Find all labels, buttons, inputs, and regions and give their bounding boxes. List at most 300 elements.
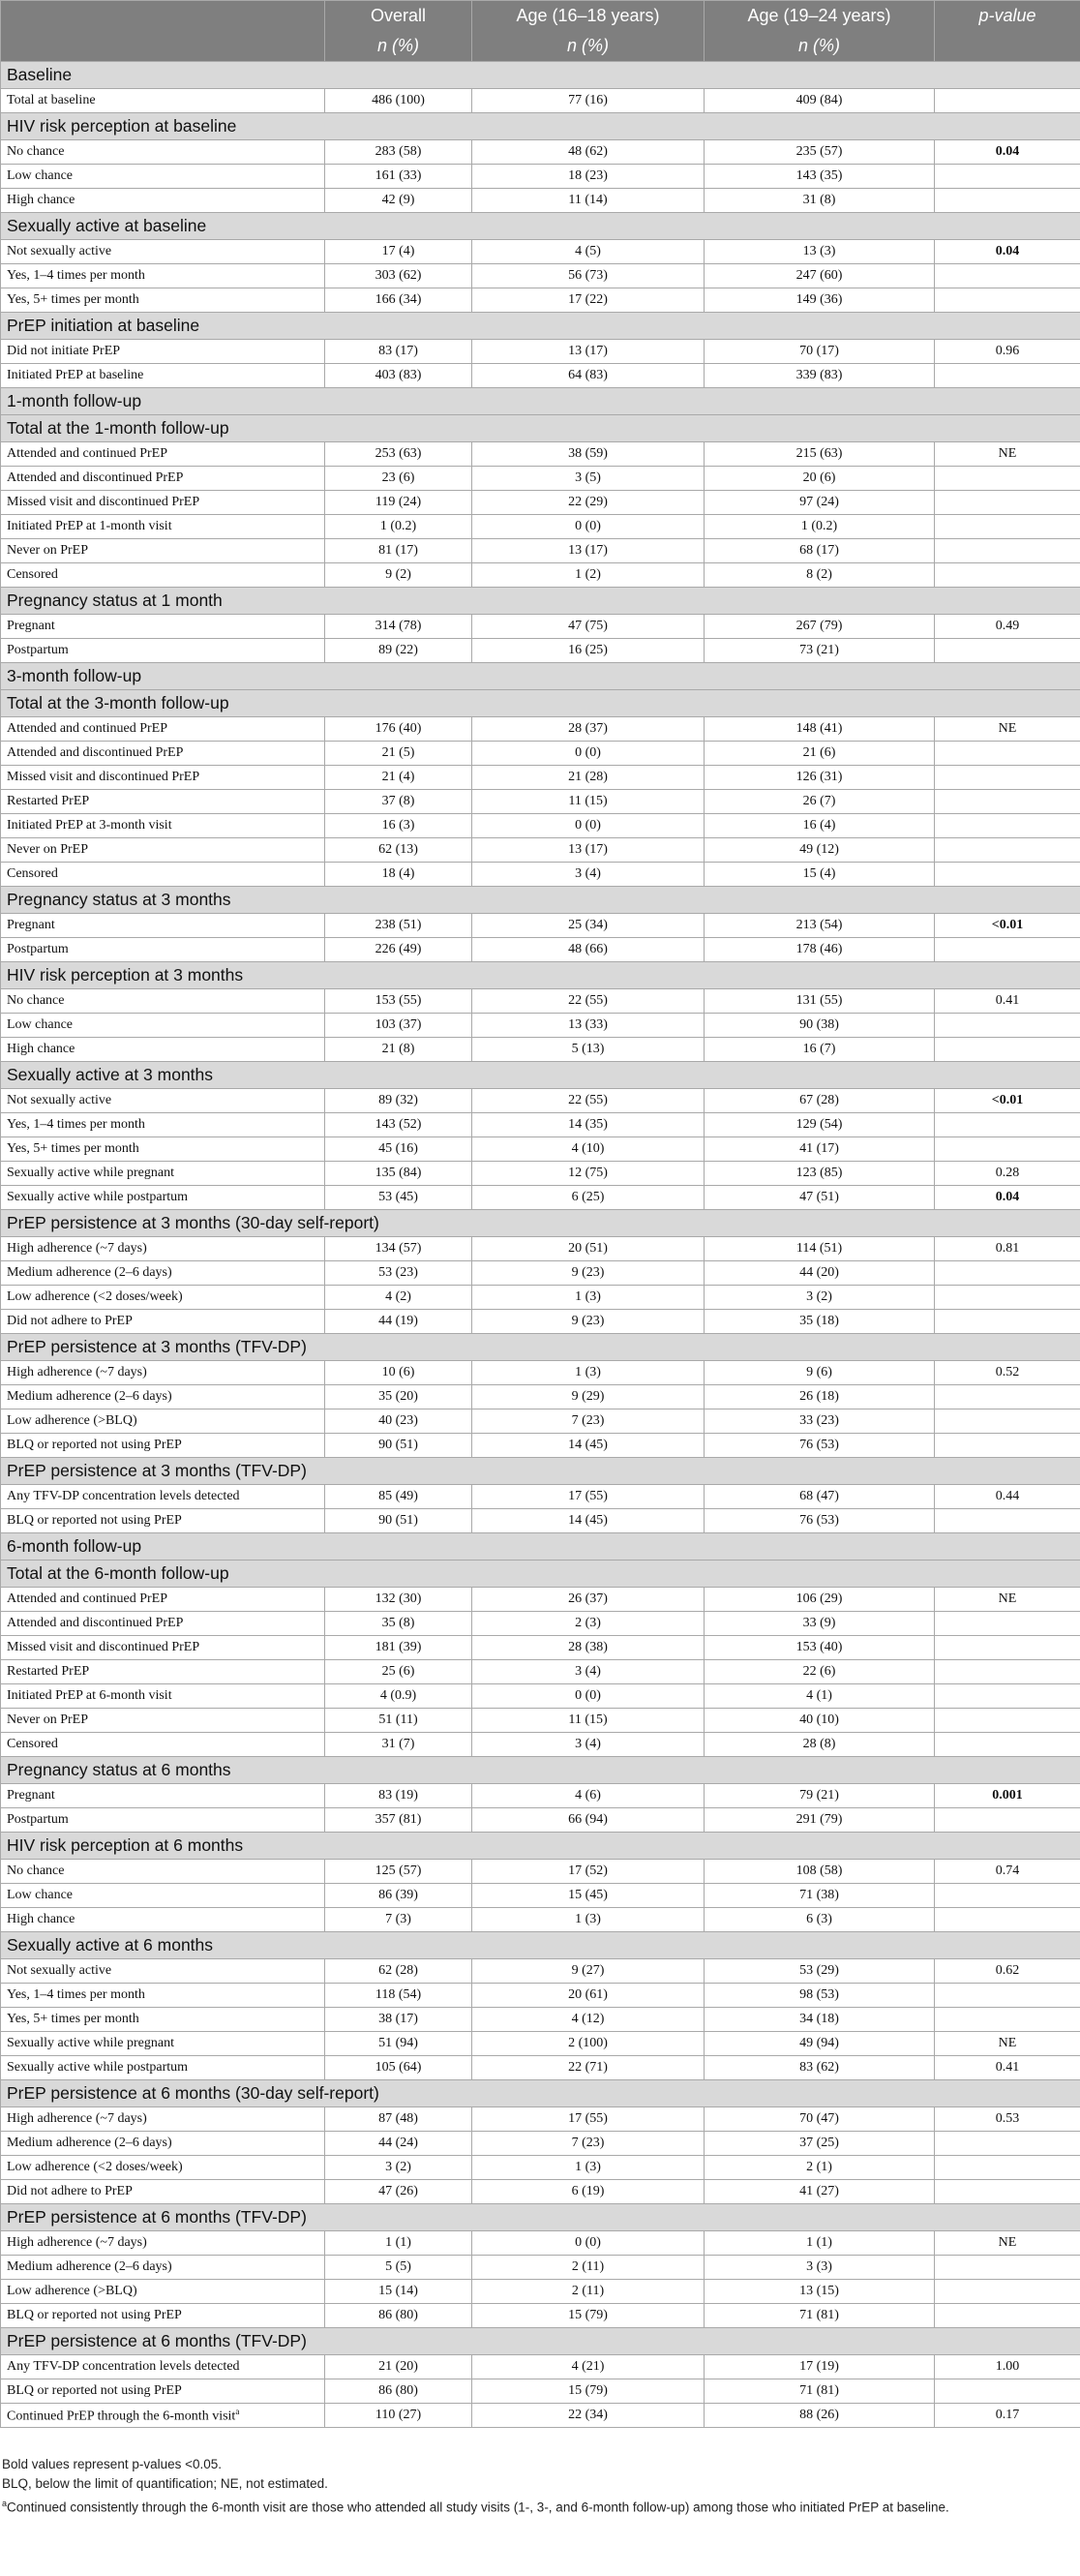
cell-age-16-18: 0 (0): [472, 515, 705, 539]
cell-p-value: [935, 2008, 1080, 2032]
cell-p-value: [935, 838, 1080, 863]
cell-age-16-18: 3 (4): [472, 1660, 705, 1684]
section-title: Total at the 3-month follow-up: [1, 690, 1080, 717]
section-header: [1, 887, 1080, 914]
section-header: [1, 1210, 1080, 1237]
cell-age-16-18: 9 (23): [472, 1261, 705, 1286]
cell-p-value: [935, 288, 1080, 313]
cell-age-19-24: 35 (18): [705, 1310, 935, 1334]
section-header: [1, 1757, 1080, 1784]
cell-overall: 5 (5): [325, 2256, 472, 2280]
cell-overall: 83 (17): [325, 340, 472, 364]
row-label: [1, 2355, 325, 2379]
cell-age-19-24: 13 (15): [705, 2280, 935, 2304]
table-row: [1, 1908, 1080, 1932]
table-row: [1, 539, 1080, 563]
row-label: [1, 1612, 325, 1636]
cell-p-value: [935, 863, 1080, 887]
table-row: [1, 189, 1080, 213]
cell-p-value: [935, 1684, 1080, 1709]
cell-p-value: 0.81: [935, 1237, 1080, 1261]
row-label-text: Low chance: [7, 1017, 74, 1032]
table-row: [1, 1959, 1080, 1984]
row-label-text: Attended and discontinued PrEP: [7, 470, 184, 485]
table-notes: [2, 2455, 949, 2518]
cell-p-value: [935, 1660, 1080, 1684]
table-row: [1, 515, 1080, 539]
row-label: [1, 288, 325, 313]
cell-age-16-18: 28 (37): [472, 717, 705, 742]
section-title: 3-month follow-up: [1, 663, 1080, 690]
row-label-text: Yes, 1–4 times per month: [7, 1987, 145, 2002]
cell-p-value: [935, 814, 1080, 838]
cell-age-19-24: 31 (8): [705, 189, 935, 213]
table-row: [1, 2379, 1080, 2404]
cell-age-19-24: 22 (6): [705, 1660, 935, 1684]
table-row: [1, 1733, 1080, 1757]
cell-overall: 125 (57): [325, 1860, 472, 1884]
cell-p-value: 0.44: [935, 1485, 1080, 1509]
footnote-text: Continued consistently through the 6-month visit are those who attended all study visits (1-, 3-, and 6-month follow-up) among those who initiated PrEP at baseline.: [7, 2500, 949, 2515]
cell-age-16-18: 1 (3): [472, 1908, 705, 1932]
cell-age-16-18: 20 (51): [472, 1237, 705, 1261]
table-row: [1, 2132, 1080, 2156]
cell-p-value: <0.01: [935, 1089, 1080, 1113]
cell-p-value: [935, 264, 1080, 288]
table-row: [1, 165, 1080, 189]
cell-overall: 23 (6): [325, 467, 472, 491]
section-title: PrEP persistence at 6 months (TFV-DP): [1, 2328, 1080, 2355]
table-row: [1, 1808, 1080, 1833]
cell-p-value: 0.62: [935, 1959, 1080, 1984]
table-row: [1, 1310, 1080, 1334]
section-title: Total at the 1-month follow-up: [1, 415, 1080, 442]
section-title: 6-month follow-up: [1, 1533, 1080, 1561]
row-label-text: Missed visit and discontinued PrEP: [7, 1640, 200, 1654]
row-label-text: No chance: [7, 1864, 65, 1878]
cell-age-19-24: 339 (83): [705, 364, 935, 388]
cell-overall: 314 (78): [325, 615, 472, 639]
row-label: [1, 240, 325, 264]
table-row: [1, 140, 1080, 165]
cell-age-16-18: 4 (6): [472, 1784, 705, 1808]
abbreviation-note: BLQ, below the limit of quantification; NE, not estimated.: [2, 2476, 328, 2491]
table-row: [1, 2256, 1080, 2280]
table-row: [1, 766, 1080, 790]
cell-p-value: [935, 1709, 1080, 1733]
section-title: PrEP persistence at 3 months (TFV-DP): [1, 1458, 1080, 1485]
table-row: [1, 1137, 1080, 1162]
row-label: [1, 563, 325, 588]
row-label: [1, 264, 325, 288]
cell-overall: 51 (94): [325, 2032, 472, 2056]
cell-overall: 83 (19): [325, 1784, 472, 1808]
row-label: [1, 467, 325, 491]
cell-overall: 135 (84): [325, 1162, 472, 1186]
cell-p-value: NE: [935, 2032, 1080, 2056]
row-label: [1, 2132, 325, 2156]
table-row: [1, 1784, 1080, 1808]
cell-overall: 37 (8): [325, 790, 472, 814]
cell-overall: 16 (3): [325, 814, 472, 838]
table-row: [1, 2180, 1080, 2204]
cell-age-16-18: 4 (5): [472, 240, 705, 264]
row-label-text: Postpartum: [7, 1812, 69, 1827]
row-label: [1, 1660, 325, 1684]
row-label: [1, 1636, 325, 1660]
cell-age-16-18: 21 (28): [472, 766, 705, 790]
row-label: [1, 863, 325, 887]
table-row: [1, 1684, 1080, 1709]
row-label-text: Yes, 5+ times per month: [7, 292, 139, 307]
table-row: [1, 1612, 1080, 1636]
cell-overall: 4 (2): [325, 1286, 472, 1310]
cell-age-19-24: 153 (40): [705, 1636, 935, 1660]
table-row: [1, 1984, 1080, 2008]
row-label-text: Medium adherence (2–6 days): [7, 2259, 172, 2274]
cell-p-value: 0.74: [935, 1860, 1080, 1884]
header-unit-age-19-24: n (%): [705, 30, 935, 62]
cell-age-16-18: 1 (3): [472, 2156, 705, 2180]
cell-age-16-18: 14 (45): [472, 1434, 705, 1458]
row-label-text: Low adherence (>BLQ): [7, 2284, 137, 2298]
cell-age-19-24: 71 (81): [705, 2304, 935, 2328]
cell-age-16-18: 1 (3): [472, 1286, 705, 1310]
section-header: [1, 1458, 1080, 1485]
table-row: [1, 1636, 1080, 1660]
row-label-text: Any TFV-DP concentration levels detected: [7, 2359, 240, 2374]
cell-overall: 9 (2): [325, 563, 472, 588]
row-label-text: Initiated PrEP at 6-month visit: [7, 1688, 172, 1703]
row-label-text: Attended and discontinued PrEP: [7, 1616, 184, 1630]
table-row: [1, 240, 1080, 264]
table-row: [1, 467, 1080, 491]
table-row: [1, 2280, 1080, 2304]
table-row: [1, 264, 1080, 288]
cell-p-value: 0.17: [935, 2404, 1080, 2428]
row-label-text: Low adherence (>BLQ): [7, 1413, 137, 1428]
cell-age-19-24: 44 (20): [705, 1261, 935, 1286]
section-title: Pregnancy status at 6 months: [1, 1757, 1080, 1784]
row-label: [1, 2107, 325, 2132]
section-header: [1, 213, 1080, 240]
cell-overall: 44 (24): [325, 2132, 472, 2156]
table-row: [1, 1409, 1080, 1434]
cell-overall: 357 (81): [325, 1808, 472, 1833]
cell-age-19-24: 76 (53): [705, 1509, 935, 1533]
row-label-text: Not sexually active: [7, 244, 112, 258]
row-label-text: Medium adherence (2–6 days): [7, 2136, 172, 2150]
cell-age-16-18: 2 (11): [472, 2256, 705, 2280]
header-unit-p-value: [935, 30, 1080, 62]
cell-overall: 44 (19): [325, 1310, 472, 1334]
cell-age-19-24: 213 (54): [705, 914, 935, 938]
table-row: [1, 2032, 1080, 2056]
cell-overall: 253 (63): [325, 442, 472, 467]
table-row: [1, 1709, 1080, 1733]
cell-p-value: [935, 364, 1080, 388]
table-row: [1, 89, 1080, 113]
cell-p-value: [935, 1014, 1080, 1038]
cell-age-19-24: 90 (38): [705, 1014, 935, 1038]
cell-p-value: [935, 515, 1080, 539]
row-label: [1, 491, 325, 515]
cell-age-16-18: 15 (79): [472, 2379, 705, 2404]
table-row: [1, 2304, 1080, 2328]
cell-overall: 226 (49): [325, 938, 472, 962]
cell-age-19-24: 28 (8): [705, 1733, 935, 1757]
cell-age-19-24: 8 (2): [705, 563, 935, 588]
table-row: [1, 1385, 1080, 1409]
row-label: [1, 1385, 325, 1409]
cell-overall: 403 (83): [325, 364, 472, 388]
table-row: [1, 563, 1080, 588]
row-label-text: High adherence (~7 days): [7, 2235, 147, 2250]
cell-age-16-18: 13 (17): [472, 838, 705, 863]
cell-age-16-18: 3 (4): [472, 863, 705, 887]
footnote: [2, 2494, 949, 2518]
table-row: [1, 2107, 1080, 2132]
cell-overall: 85 (49): [325, 1485, 472, 1509]
cell-overall: 303 (62): [325, 264, 472, 288]
cell-overall: 176 (40): [325, 717, 472, 742]
table-row: [1, 863, 1080, 887]
cell-p-value: [935, 189, 1080, 213]
table-row: [1, 938, 1080, 962]
row-label: [1, 838, 325, 863]
cell-p-value: [935, 1038, 1080, 1062]
cell-age-19-24: 114 (51): [705, 1237, 935, 1261]
row-label: [1, 1684, 325, 1709]
row-label-text: Missed visit and discontinued PrEP: [7, 495, 200, 509]
cell-p-value: 0.41: [935, 2056, 1080, 2080]
row-label: [1, 1434, 325, 1458]
row-label-text: Sexually active while postpartum: [7, 2060, 189, 2075]
cell-p-value: 0.04: [935, 140, 1080, 165]
row-label-text: No chance: [7, 993, 65, 1008]
row-label: [1, 2180, 325, 2204]
cell-age-16-18: 18 (23): [472, 165, 705, 189]
cell-age-19-24: 20 (6): [705, 467, 935, 491]
cell-p-value: [935, 1636, 1080, 1660]
row-label: [1, 1860, 325, 1884]
row-label: [1, 2231, 325, 2256]
cell-overall: 132 (30): [325, 1588, 472, 1612]
cell-age-16-18: 3 (4): [472, 1733, 705, 1757]
section-header: [1, 1833, 1080, 1860]
cell-age-19-24: 26 (7): [705, 790, 935, 814]
section-title: Sexually active at baseline: [1, 213, 1080, 240]
row-label-text: Pregnant: [7, 918, 55, 932]
section-title: Baseline: [1, 62, 1080, 89]
row-label-text: Not sexually active: [7, 1093, 112, 1107]
cell-age-19-24: 76 (53): [705, 1434, 935, 1458]
header-p-value: p-value: [935, 1, 1080, 31]
cell-p-value: [935, 2180, 1080, 2204]
section-title: HIV risk perception at baseline: [1, 113, 1080, 140]
cell-age-16-18: 6 (25): [472, 1186, 705, 1210]
table-row: [1, 491, 1080, 515]
row-label-text: Sexually active while postpartum: [7, 1190, 189, 1204]
row-label-text: Missed visit and discontinued PrEP: [7, 770, 200, 784]
cell-overall: 35 (20): [325, 1385, 472, 1409]
cell-p-value: [935, 1612, 1080, 1636]
table-row: [1, 1485, 1080, 1509]
row-label: [1, 1509, 325, 1533]
row-label: [1, 1089, 325, 1113]
cell-age-19-24: 71 (38): [705, 1884, 935, 1908]
cell-age-16-18: 2 (100): [472, 2032, 705, 2056]
cell-overall: 90 (51): [325, 1509, 472, 1533]
cell-overall: 1 (1): [325, 2231, 472, 2256]
cell-overall: 51 (11): [325, 1709, 472, 1733]
row-label: [1, 2404, 325, 2428]
cell-p-value: [935, 2379, 1080, 2404]
cell-age-16-18: 20 (61): [472, 1984, 705, 2008]
cell-age-19-24: 88 (26): [705, 2404, 935, 2428]
row-label-text: Initiated PrEP at 1-month visit: [7, 519, 172, 533]
cell-age-19-24: 149 (36): [705, 288, 935, 313]
row-label-text: Yes, 1–4 times per month: [7, 268, 145, 283]
section-title: PrEP persistence at 6 months (30-day self-report): [1, 2080, 1080, 2107]
cell-age-16-18: 2 (11): [472, 2280, 705, 2304]
table-row: [1, 639, 1080, 663]
row-label-text: Censored: [7, 567, 58, 582]
cell-overall: 62 (13): [325, 838, 472, 863]
table-row: [1, 790, 1080, 814]
cell-overall: 21 (8): [325, 1038, 472, 1062]
cell-p-value: [935, 1733, 1080, 1757]
table-row: [1, 1588, 1080, 1612]
cell-age-16-18: 64 (83): [472, 364, 705, 388]
cell-age-19-24: 68 (17): [705, 539, 935, 563]
cell-age-19-24: 2 (1): [705, 2156, 935, 2180]
row-label: [1, 814, 325, 838]
row-label-text: Yes, 5+ times per month: [7, 1141, 139, 1156]
table-row: [1, 1237, 1080, 1261]
table-row: [1, 1660, 1080, 1684]
cell-p-value: [935, 1808, 1080, 1833]
cell-overall: 7 (3): [325, 1908, 472, 1932]
cell-age-19-24: 70 (47): [705, 2107, 935, 2132]
cell-age-19-24: 126 (31): [705, 766, 935, 790]
cell-age-19-24: 178 (46): [705, 938, 935, 962]
row-label-text: Attended and discontinued PrEP: [7, 745, 184, 760]
cell-p-value: [935, 1137, 1080, 1162]
cell-age-16-18: 77 (16): [472, 89, 705, 113]
table-row: [1, 2156, 1080, 2180]
row-label-text: Pregnant: [7, 1788, 55, 1803]
cell-overall: 45 (16): [325, 1137, 472, 1162]
cell-overall: 153 (55): [325, 989, 472, 1014]
cell-overall: 89 (22): [325, 639, 472, 663]
section-title: Sexually active at 6 months: [1, 1932, 1080, 1959]
cell-p-value: 0.96: [935, 340, 1080, 364]
row-label-text: Not sexually active: [7, 1963, 112, 1978]
cell-age-19-24: 97 (24): [705, 491, 935, 515]
table-row: [1, 1186, 1080, 1210]
row-label-text: High adherence (~7 days): [7, 1241, 147, 1256]
section-title: HIV risk perception at 3 months: [1, 962, 1080, 989]
table-row: [1, 914, 1080, 938]
cell-age-16-18: 56 (73): [472, 264, 705, 288]
section-header: [1, 62, 1080, 89]
cell-age-19-24: 83 (62): [705, 2056, 935, 2080]
cell-age-19-24: 33 (9): [705, 1612, 935, 1636]
table-body: [1, 62, 1080, 2428]
cell-age-19-24: 73 (21): [705, 639, 935, 663]
cell-age-19-24: 79 (21): [705, 1784, 935, 1808]
row-label: [1, 89, 325, 113]
cell-overall: 47 (26): [325, 2180, 472, 2204]
cell-overall: 17 (4): [325, 240, 472, 264]
row-label: [1, 2304, 325, 2328]
cell-age-16-18: 1 (3): [472, 1361, 705, 1385]
row-label: [1, 140, 325, 165]
table-row: [1, 2404, 1080, 2428]
cell-p-value: [935, 1261, 1080, 1286]
table-row: [1, 1860, 1080, 1884]
table-row: [1, 288, 1080, 313]
table-row: [1, 364, 1080, 388]
row-label: [1, 2032, 325, 2056]
table-row: [1, 742, 1080, 766]
cell-overall: 3 (2): [325, 2156, 472, 2180]
row-label-text: Never on PrEP: [7, 1712, 88, 1727]
header-unit-blank: [1, 30, 325, 62]
cell-p-value: 0.49: [935, 615, 1080, 639]
row-label: [1, 442, 325, 467]
row-label-text: No chance: [7, 144, 65, 159]
cell-age-16-18: 13 (17): [472, 340, 705, 364]
cell-p-value: [935, 467, 1080, 491]
cell-age-16-18: 0 (0): [472, 2231, 705, 2256]
section-title: PrEP persistence at 3 months (30-day self-report): [1, 1210, 1080, 1237]
cell-age-16-18: 11 (14): [472, 189, 705, 213]
table-row: [1, 2008, 1080, 2032]
table-row: [1, 2231, 1080, 2256]
cell-age-16-18: 9 (27): [472, 1959, 705, 1984]
row-label: [1, 742, 325, 766]
cell-overall: 62 (28): [325, 1959, 472, 1984]
cell-overall: 10 (6): [325, 1361, 472, 1385]
row-label: [1, 189, 325, 213]
cell-age-19-24: 68 (47): [705, 1485, 935, 1509]
cell-age-16-18: 16 (25): [472, 639, 705, 663]
cell-overall: 103 (37): [325, 1014, 472, 1038]
row-label: [1, 2156, 325, 2180]
table-row: [1, 2056, 1080, 2080]
cell-p-value: [935, 790, 1080, 814]
cell-overall: 38 (17): [325, 2008, 472, 2032]
table-row: [1, 1014, 1080, 1038]
table-row: [1, 989, 1080, 1014]
cell-age-16-18: 48 (62): [472, 140, 705, 165]
cell-overall: 283 (58): [325, 140, 472, 165]
table-header: [1, 1, 1080, 62]
row-label-text: Initiated PrEP at baseline: [7, 368, 144, 382]
row-label: [1, 2379, 325, 2404]
cell-overall: 25 (6): [325, 1660, 472, 1684]
row-label: [1, 1733, 325, 1757]
row-label: [1, 1261, 325, 1286]
cell-age-16-18: 28 (38): [472, 1636, 705, 1660]
cell-p-value: [935, 2256, 1080, 2280]
cell-p-value: 0.41: [935, 989, 1080, 1014]
cell-age-19-24: 21 (6): [705, 742, 935, 766]
cell-age-19-24: 67 (28): [705, 1089, 935, 1113]
cell-age-19-24: 123 (85): [705, 1162, 935, 1186]
